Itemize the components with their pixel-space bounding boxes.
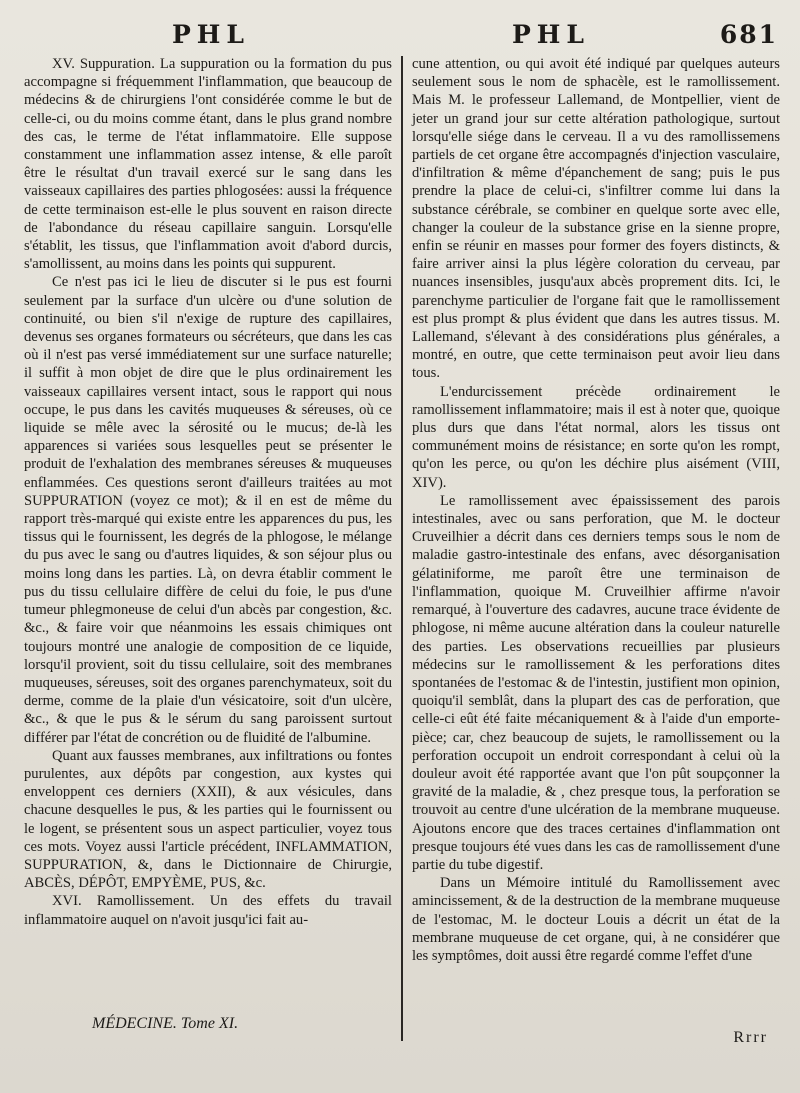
- running-head-right: PHL: [512, 20, 590, 49]
- left-column: [24, 55, 392, 929]
- catchword: Rrrr: [733, 1029, 768, 1046]
- right-column: [412, 55, 780, 965]
- paragraph: L'endurcissement précède ordinairement le ramollissement inflammatoire; mais il est à noter que, quoique plus durs que dans l'état normal, alors les tissus ont communément moins de résistance; en sorte qu'on les rompt, qu'on les perce, ou qu'on les déchire plus aisément (VIII, XIV).: [412, 383, 780, 491]
- paragraph: XVI. Ramollissement. Un des effets du travail inflammatoire auquel on n'avoit jusqu'ici fait au-: [24, 893, 392, 928]
- running-header: [0, 18, 800, 50]
- paragraph: Dans un Mémoire intitulé du Ramollissement avec amincissement, & de la destruction de la membrane muqueuse de l'estomac, M. le docteur Louis a décrit un état de la membrane muqueuse de cet organe, qui, à ne considérer que les symptômes, doit aussi être regardé comme l'effet d'une: [412, 875, 780, 964]
- paragraph: cune attention, ou qui avoit été indiqué par quelques auteurs seulement sous le nom de sphacèle, est le ramollissement. Mais M. le professeur Lallemand, de Montpellier, vient de jeter un grand jour sur cette altération pathologique, surtout lorsqu'elle siége dans le cerveau. Il a vu des ramollissemens partiels de cet organe être accompagnés d'injection vasculaire, d'infiltration & même d'épanchement de sang; puis le pus prendre la place de celui-ci, s'infiltrer comme lui dans la substance cérébrale, se combiner en quelque sorte avec elle, changer la couleur de la substance grise en la sienne propre, enfin se réunir en masses pour former des foyers distincts, & faire arriver ainsi la plus légère coloration du cerveau, par nuances insensibles, jusqu'aux abcès proprement dits. Ici, le parenchyme particulier de l'organe fait que le ramollissement est plus prompt & plus évident que dans les autres tissus. M. Lallemand, s'élevant à des considérations plus générales, a montré, en outre, que cette terminaison peut avoir lieu dans tous.: [412, 56, 780, 382]
- paragraph: Ce n'est pas ici le lieu de discuter si le pus est fourni seulement par la surface d'un ulcère ou d'une solution de continuité, ou bien s'il n'exige de rupture des capillaires, devenus ses organes formateurs ou sécréteurs, que dans les cas où il n'est pas versé immédiatement sur une surface naturelle; il suffit à mon objet de dire que le plus ordinairement les vaisseaux capillaires versent intact, sous le rapport qui nous occupe, le pus dans les cavités muqueuses & séreuses, où ce liquide se mêle avec la sérosité ou le mucus; de-là les apparences si variées sous lesquelles peut se présenter le produit de l'exhalation des membranes séreuses & muqueuses enflammées. Ces questions seront d'ailleurs traitées au mot SUPPURATION (voyez ce mot); & il en est de même du rapport très-marqué qui existe entre les apparences du pus, les tissus qui le fournissent, les degrés de la phlogose, le mélange du pus avec le sang ou d'autres liquides, & son séjour plus ou moins long dans les parties. Là, on devra établir comment le pus du tissu cellulaire diffère de celui du foie, le pus d'une tumeur phlegmoneuse de celui d'un abcès par congestion, &c. &c., & faire voir que néanmoins les essais chimiques ont toujours montré une analogie de composition de ce liquide, lorsqu'il provient, soit du tissu cellulaire, soit des membranes muqueuses, séreuses, soit des organes parenchymateux, soit du derme, comme de la plaie d'un vésicatoire, soit d'un ulcère, &c., & que le pus & le sérum du sang paroissent surtout différer par l'état de concrétion ou de fluidité de l'albumine.: [24, 274, 392, 746]
- page-number: 681: [719, 20, 778, 49]
- signature-mark: MÉDECINE. Tome XI.: [92, 1015, 239, 1032]
- column-rule: [401, 56, 403, 1041]
- paragraph: XV. Suppuration. La suppuration ou la formation du pus accompagne si fréquemment l'inflammation, que beaucoup de médecins & de chirurgiens l'ont considérée comme le but de celle-ci, ou du moins comme étant, dans le plus grand nombre des cas, le terme de l'état inflammatoire. Elle suppose constamment une inflammation assez intense, & elle paroît être le résultat d'un travail exercé sur le sang dans les vaisseaux capillaires des parties phlogosées: aussi la fréquence de cette terminaison est-elle le plus souvent en raison directe de l'abondance du réseau capillaire sanguin. Lorsqu'elle s'établit, les tissus, que l'inflammation avoit d'abord durcis, s'amollissent, au moins dans les points qui suppurent.: [24, 56, 392, 273]
- running-head-left: PHL: [172, 20, 250, 49]
- paragraph: Quant aux fausses membranes, aux infiltrations ou fontes purulentes, aux dépôts par congestion, aux kystes qui enveloppent ces derniers (XXII), & aux vésicules, dans chacune desquelles le pus, & les parties qui le fournissent ou le logent, se présentent sous un aspect particulier, voyez tous ces mots. Voyez aussi l'article précédent, INFLAMMATION, SUPPURATION, &, dans le Dictionnaire de Chirurgie, ABCÈS, DÉPÔT, EMPYÈME, PUS, &c.: [24, 747, 392, 892]
- paragraph: Le ramollissement avec épaississement des parois intestinales, avec ou sans perforation, que M. le docteur Cruveilhier a décrit dans ces derniers temps sous le nom de maladie gastro-intestinale des enfans, avec désorganisation gélatiniforme, me paroît être une terminaison de l'inflammation, quoique M. Cruveilhier affirme n'avoir remarqué, à l'ouverture des cadavres, aucune trace évidente de phlogose, ni même aucune altération dans la couleur naturelle des parties. Les observations recueillies par plusieurs médecins sur le ramollissement & les perforations dites spontanées de l'estomac & de l'intestin, justifient mon opinion, quoiqu'il semblât, dans la plupart des cas de perforation, que celle-ci eût été faite mécaniquement & à l'aide d'un emporte-pièce; car, chez beaucoup de sujets, le ramollissement ou la perforation occupoit un endroit correspondant à celui où la douleur avoit été rapportée avant que l'on pût soupçonner la gravité de la maladie, & , chez presque tous, la perforation se trouvoit au centre d'une ulcération de la membrane muqueuse. Ajoutons encore que des traces certaines d'inflammation ont presque toujours été vues dans les cas de ramollissement d'une partie du tube digestif.: [412, 492, 780, 873]
